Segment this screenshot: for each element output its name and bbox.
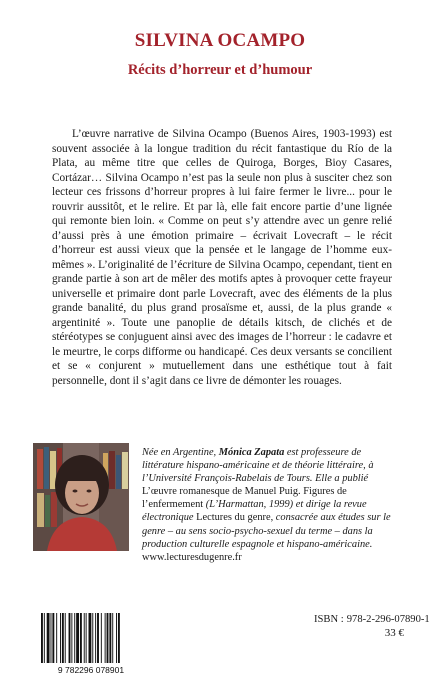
author-bio xyxy=(142,446,404,564)
bio-position: est professeure de littérature hispano-américaine et de théorie littéraire, à l’Université François-Rabelais de Tours. Elle a publié xyxy=(142,447,374,485)
bio-journal-title: Lectures du genre, xyxy=(196,512,276,524)
isbn-line xyxy=(314,614,430,625)
bio-intro: Née en Argentine, xyxy=(142,447,219,458)
bio-journal-description: consacrée aux études sur le genre – au sens socio-psycho-sexuel du terme – dans la production culturelle espagnole et hispano-américaine. xyxy=(142,512,391,550)
bio-publisher: (L’Harmattan, 1999) et dirige la revue électronique xyxy=(142,499,367,524)
barcode-digits: 9 782296 078901 xyxy=(57,665,125,675)
barcode xyxy=(35,612,147,675)
barcode-bars xyxy=(41,613,120,663)
book-title: SILVINA OCAMPO xyxy=(134,30,306,51)
isbn-value: 978-2-296-07890-1 xyxy=(346,614,430,625)
author-website: www.lecturesdugenre.fr xyxy=(142,551,242,563)
price: 33 € xyxy=(384,627,404,639)
author-photo xyxy=(33,443,129,551)
author-name: Mónica Zapata xyxy=(218,447,285,458)
bio-book-title: L’œuvre romanesque de Manuel Puig. Figures de l’enfermement xyxy=(142,486,347,511)
book-subtitle: Récits d’horreur et d’humour xyxy=(127,62,313,78)
isbn-label: ISBN : xyxy=(314,614,344,625)
summary-paragraph: L’œuvre narrative de Silvina Ocampo (Buenos Aires, 1903-1993) est souvent associée à la longue tradition du récit fantastique du Río de la Plata, au même titre que celles de Quiroga, Borges, Bioy Casares, Cortázar… Silvina Ocampo n’est pas la seule non plus à susciter chez son lecteur ces frissons d’horreur propres à lui faire fermer le livre... pour le rouvrir aussitôt, et le relire. Et par là, elle fait encore partie d’une lignée qui remonte bien loin. « Comme on peut s’y attendre avec un genre relié d’aussi près à une émotion primaire – écrivait Lovecraft – le récit d’horreur est aussi vieux que la pensée et le langage de l’homme eux-mêmes ». L’originalité de l’écriture de Silvina Ocampo, cependant, tient en grande partie à son art de mêler des motifs aptes à provoquer cette frayeur universelle et primaire dont parle Lovecraft, avec des éléments de la plus grande banalité, du plus grand prosaïsme et, aussi, de la plus grande « argentinité ». Toute une panoplie de détails kitsch, de clichés et de stéréotypes se conjuguent ainsi avec des images de l’horreur : le cadavre et le meurtre, le corps difforme ou handicapé. Ces deux versants se concilient et se « conjurent » mutuellement dans une esthétique tout à fait personnelle, dont il s’agit dans ce livre de démonter les rouages. xyxy=(52,128,392,387)
